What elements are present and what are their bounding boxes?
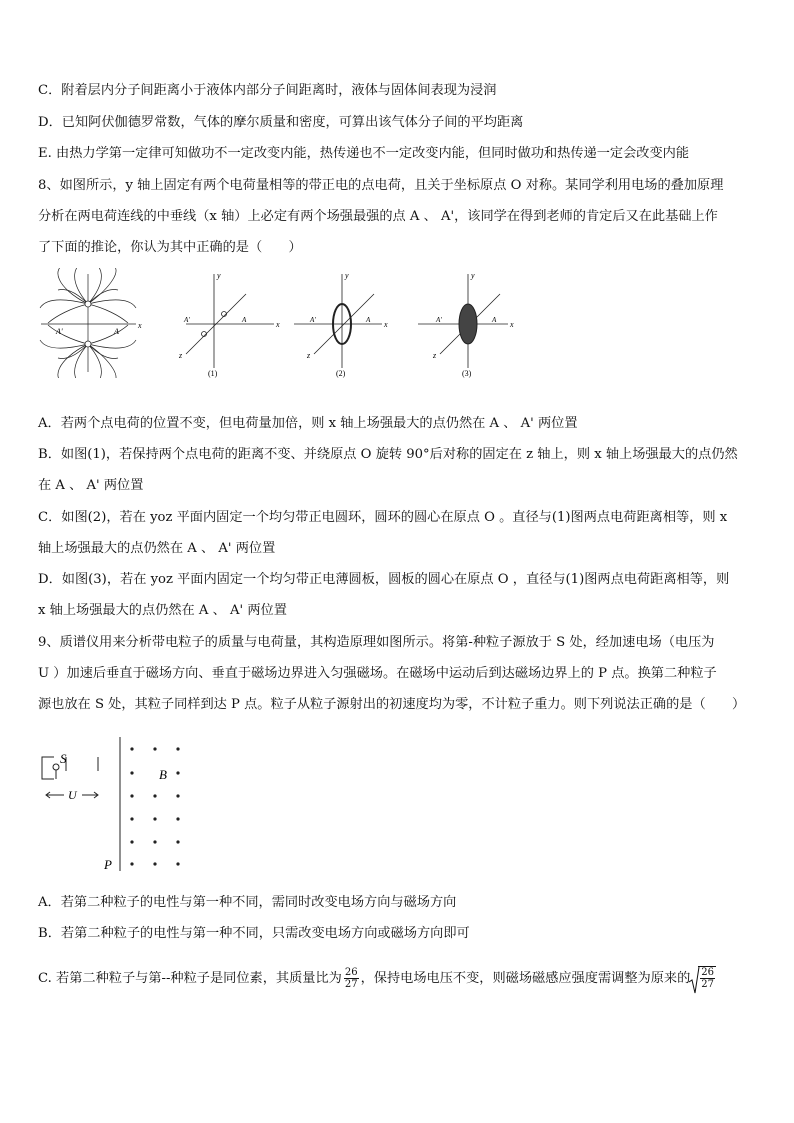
figure-1	[186, 274, 274, 368]
fig1-y-label: y	[217, 271, 221, 280]
q8-figures	[36, 268, 556, 378]
q9-option-c	[38, 966, 716, 991]
option-d-previous: D．已知阿伏伽德罗常数，气体的摩尔质量和密度，可算出该气体分子间的平均距离	[38, 115, 524, 130]
q8-option-b-line1: B．如图(1)，若保持两个点电荷的距离不变、并绕原点 O 旋转 90°后对称的固定在 z 轴上，则 x 轴上场强最大的点仍然	[38, 447, 738, 462]
q8-option-b-line2: 在 A 、 A' 两位置	[38, 478, 144, 493]
ms-u-label: U	[68, 788, 77, 802]
fig2-y-label: y	[345, 271, 349, 280]
fig2-a: A	[366, 316, 371, 324]
q9-option-b: B．若第二种粒子的电性与第一种不同，只需改变电场方向或磁场方向即可	[38, 926, 470, 941]
q8-option-c-line1: C．如图(2)，若在 yoz 平面内固定一个均匀带正电圆环，圆环的圆心在原点 O 。直径与(1)图两点电荷距离相等，则 x	[38, 510, 728, 525]
fig1-caption: (1)	[208, 369, 218, 378]
sqrt-expression	[690, 966, 716, 991]
fig0-a: A	[114, 327, 119, 336]
option-e-previous: E. 由热力学第一定律可知做功不一定改变内能，热传递也不一定改变内能，但同时做功和热传递一定会改变内能	[38, 146, 690, 161]
q9-stem-line2: U ）加速后垂直于磁场方向、垂直于磁场边界进入匀强磁场。在磁场中运动后到达磁场边界上的 P 点。换第二种粒子	[38, 666, 717, 681]
q8-stem-line3: 了下面的推论，你认为其中正确的是（ ）	[38, 240, 302, 255]
sqrt-numerator: 26	[701, 967, 715, 978]
fraction-numerator: 26	[344, 967, 358, 978]
q9-stem-line1: 9、质谱仪用来分析带电粒子的质量与电荷量，其构造原理如图所示。将第-种粒子源放于 S 处，经加速电场（电压为	[38, 635, 715, 650]
ms-b-label: B	[159, 767, 167, 782]
q9-option-c-start: C. 若第二种粒子与第--种粒子是同位素，其质量比为	[38, 971, 342, 986]
sqrt-denominator: 27	[701, 979, 715, 990]
q9-stem-line3: 源也放在 S 处，其粒子同样到达 P 点。粒子从粒子源射出的初速度均为零，不计粒子重力。则下列说法正确的是（ ）	[38, 697, 746, 712]
fig2-caption: (2)	[336, 369, 346, 378]
mass-spectrometer-figure	[36, 735, 206, 875]
fig0-a-prime: A'	[56, 327, 63, 336]
fig3-z-label: z	[433, 351, 437, 360]
fig2-a-prime: A'	[310, 316, 316, 324]
option-c-previous: C．附着层内分子间距离小于液体内部分子间距离时，液体与固体间表现为浸润	[38, 83, 497, 98]
q8-stem-line1: 8、如图所示，y 轴上固定有两个电荷量相等的带正电的点电荷，且关于坐标原点 O 对称。某同学利用电场的叠加原理	[38, 178, 724, 193]
ms-s-label: S	[60, 751, 67, 766]
magnetic-field-dots	[130, 747, 179, 865]
fraction-denominator: 27	[344, 979, 358, 990]
sqrt-sign-icon	[688, 966, 700, 994]
fig3-x-label: x	[510, 320, 514, 329]
field-lines-figure	[40, 268, 136, 378]
fig1-x-label: x	[276, 320, 280, 329]
fig1-a-prime: A'	[184, 316, 190, 324]
fig3-y-label: y	[471, 271, 475, 280]
fig2-z-label: z	[307, 351, 311, 360]
fig0-x-label: x	[138, 321, 142, 330]
q8-option-a: A．若两个点电荷的位置不变，但电荷量加倍，则 x 轴上场强最大的点仍然在 A 、 A' 两位置	[38, 416, 578, 431]
q8-option-d-line2: x 轴上场强最大的点仍然在 A 、 A' 两位置	[38, 603, 287, 618]
q9-option-a: A．若第二种粒子的电性与第一种不同，需同时改变电场方向与磁场方向	[38, 895, 457, 910]
fig3-caption: (3)	[462, 369, 472, 378]
q8-stem-line2: 分析在两电荷连线的中垂线（x 轴）上必定有两个场强最强的点 A 、 A'，该同学在得到老师的肯定后又在此基础上作	[38, 209, 718, 224]
fig1-a: A	[242, 316, 247, 324]
fig3-a-prime: A'	[436, 316, 442, 324]
mass-ratio-fraction	[344, 967, 359, 990]
fig3-a: A	[492, 316, 497, 324]
fig1-z-label: z	[179, 351, 183, 360]
q8-option-c-line2: 轴上场强最大的点仍然在 A 、 A' 两位置	[38, 541, 276, 556]
fig2-x-label: x	[384, 320, 388, 329]
q8-option-d-line1: D．如图(3)，若在 yoz 平面内固定一个均匀带正电薄圆板，圆板的圆心在原点 O ，直径与(1)图两点电荷距离相等，则	[38, 572, 730, 587]
ms-p-label: P	[104, 857, 112, 872]
q9-option-c-middle: ，保持电场电压不变，则磁场磁感应强度需调整为原来的	[360, 971, 691, 986]
